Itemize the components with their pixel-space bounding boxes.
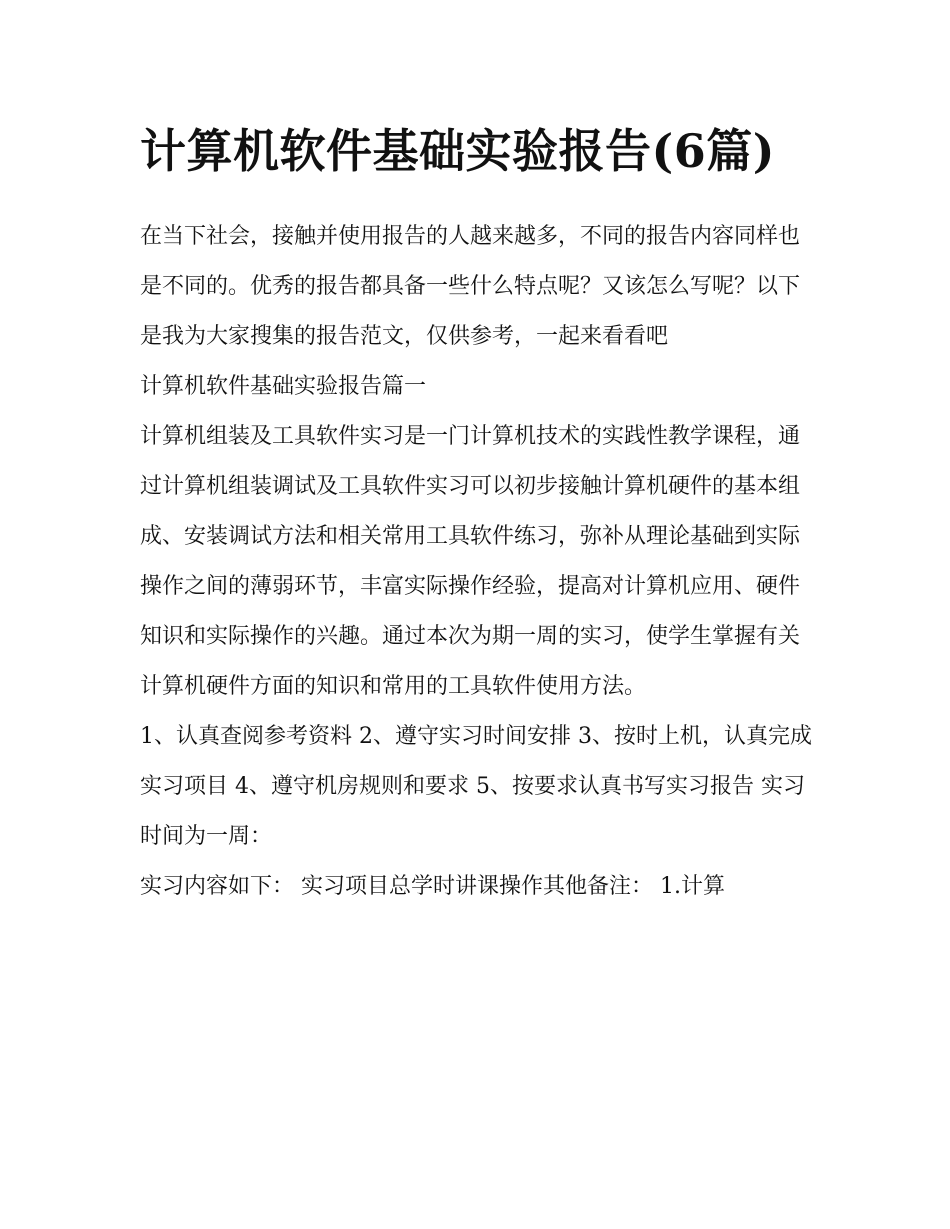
intro-paragraph: 在当下社会，接触并使用报告的人越来越多，不同的报告内容同样也是不同的。优秀的报告都具备一些什么特点呢？又该怎么写呢？以下是我为大家搜集的报告范文，仅供参考，一起来看看吧 xyxy=(140,224,801,349)
document-body xyxy=(140,112,815,912)
section-heading: 计算机软件基础实验报告篇一 xyxy=(140,374,427,399)
content-paragraph: 实习内容如下： 实习项目总学时讲课操作其他备注： 1.计算 xyxy=(140,874,725,899)
body-paragraph: 计算机组装及工具软件实习是一门计算机技术的实践性教学课程，通过计算机组装调试及工具软件实习可以初步接触计算机硬件的基本组成、安装调试方法和相关常用工具软件练习，弥补从理论基础到实际操作之间的薄弱环节，丰富实际操作经验，提高对计算机应用、硬件知识和实际操作的兴趣。通过本次为期一周的实习，使学生掌握有关计算机硬件方面的知识和常用的工具软件使用方法。 xyxy=(140,424,801,699)
document-title: 计算机软件基础实验报告(6篇) xyxy=(140,124,776,178)
requirements-paragraph: 1、认真查阅参考资料 2、遵守实习时间安排 3、按时上机，认真完成实习项目 4、遵守机房规则和要求 5、按要求认真书写实习报告 实习时间为一周： xyxy=(140,724,812,849)
